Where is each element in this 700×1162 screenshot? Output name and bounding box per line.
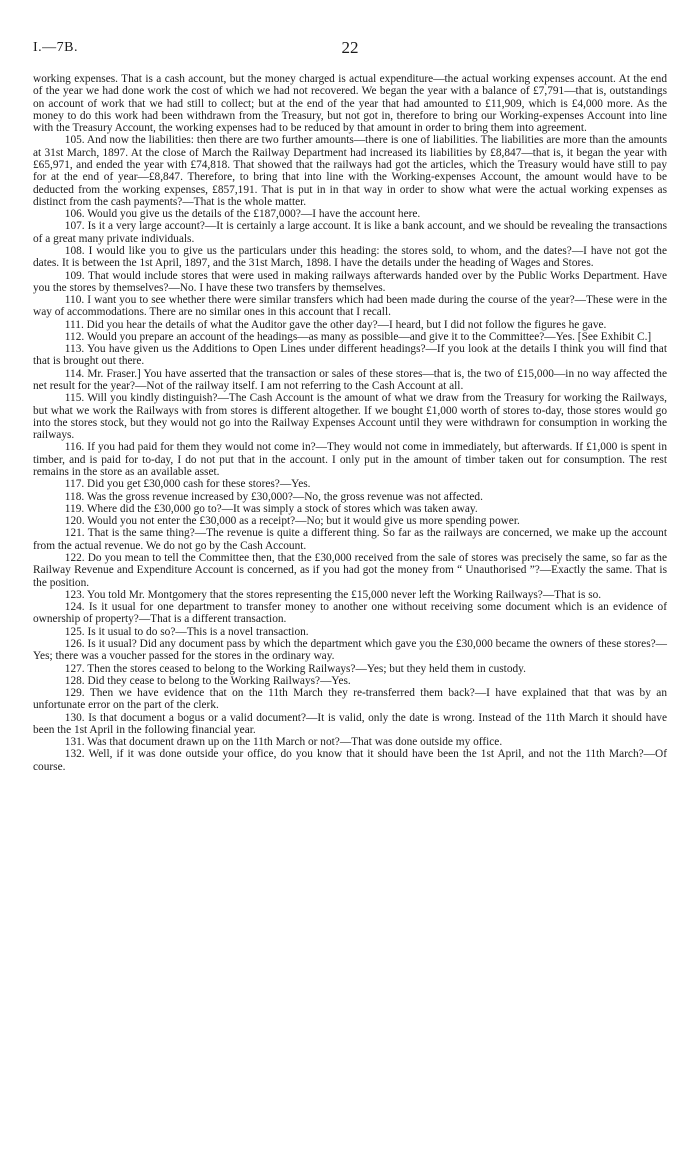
paragraph: 119. Where did the £30,000 go to?—It was simply a stock of stores which was taken away. <box>64 502 478 515</box>
paragraph: 122. Do you mean to tell the Committee then, that the £30,000 received from the sale of stores was precisely the same, so far as the Railway Revenue and Expenditure Account is concerned, as if you had got the money from “ Unauthorised ”?—Exactly the same. That is the position. <box>33 551 667 589</box>
document-body <box>33 73 667 773</box>
paragraph: 110. I want you to see whether there were similar transfers which had been made during the course of the year?—These were in the way of accommodations. There are no similar ones in this account that I recall. <box>33 294 667 319</box>
page-header <box>33 0 667 62</box>
paragraph: 117. Did you get £30,000 cash for these stores?—Yes. <box>64 478 311 491</box>
paragraph: 108. I would like you to give us the particulars under this heading: the stores sold, to whom, and the dates?—I have not got the dates. It is between the 1st April, 1897, and the 31st March, 1898. I have the details under the heading of Wages and Stores. <box>33 244 667 270</box>
paragraph: 111. Did you hear the details of what the Auditor gave the other day?—I heard, but I did not follow the figures he gave. <box>64 318 607 331</box>
paragraph: 116. If you had paid for them they would not come in?—They would not come in immediately, but afterwards. If £1,000 is spent in timber, and is paid for to-day, I do not put that in the account. I only put in the amount of timber taken out for consumption. The rest remains in the store as an available asset. <box>33 441 667 478</box>
paragraph: 120. Would you not enter the £30,000 as a receipt?—No; but it would give us more spending power. <box>64 515 520 528</box>
paragraph: working expenses. That is a cash account, but the money charged is actual expenditure—the actual working expenses account. At the end of the year we had done work the cost of which we had not recovered. We began the year with a balance of £7,791—that is, outstandings on account of work that we had still to collect; but at the end of the year that had amounted to £11,909, which is £4,000 more. As the money to do this work had been withdrawn from the Treasury, but not got in, therefore to bring our Working-expenses Account into line with the Treasury Account, the working expenses had to be reduced by that amount in order to bring them into agreement. <box>33 73 667 135</box>
paragraph: 118. Was the gross revenue increased by £30,000?—No, the gross revenue was not affected. <box>64 490 483 503</box>
paragraph: 107. Is it a very large account?—It is certainly a large account. It is like a bank account, and we should be revealing the transactions of a great many private individuals. <box>33 220 667 245</box>
paragraph: 121. That is the same thing?—The revenue is quite a different thing. So far as the railways are concerned, we make up the account from the actual revenue. We do not go by the Cash Account. <box>33 527 667 552</box>
paragraph: 115. Will you kindly distinguish?—The Cash Account is the amount of what we draw from the Treasury for working the Railways, but what we work the Railways with from stores is different altogether. If we bought £1,000 worth of stores to-day, those stores would go into the stores stock, but they would not go into the Railway Expenses Account until they were withdrawn for consumption in working the railways. <box>33 392 667 442</box>
paragraph: 124. Is it usual for one department to transfer money to another one without receiving some document which is an evidence of ownership of property?—That is a different transaction. <box>33 601 667 626</box>
paragraph: 106. Would you give us the details of the £187,000?—I have the account here. <box>64 208 421 221</box>
paragraph: 129. Then we have evidence that on the 11th March they re-transferred them back?—I have explained that that was by an unfortunate error on the part of the clerk. <box>33 687 667 712</box>
document-reference: I.—7B. <box>33 40 78 55</box>
paragraph: 130. Is that document a bogus or a valid document?—It is valid, only the date is wrong. Instead of the 11th March it should have been the 1st April in the following financial year. <box>33 711 667 736</box>
document-page <box>33 0 667 773</box>
paragraph: 132. Well, if it was done outside your office, do you know that it should have been the 1st April, and not the 11th March?—Of course. <box>33 748 667 773</box>
paragraph: 123. You told Mr. Montgomery that the stores representing the £15,000 never left the Working Railways?—That is so. <box>64 588 602 601</box>
paragraph: 131. Was that document drawn up on the 11th March or not?—That was done outside my office. <box>64 736 503 749</box>
paragraph: 125. Is it usual to do so?—This is a novel transaction. <box>64 625 309 638</box>
paragraph: 127. Then the stores ceased to belong to the Working Railways?—Yes; but they held them in custody. <box>64 662 526 675</box>
paragraph: 109. That would include stores that were used in making railways afterwards handed over by the Public Works Department. Have you the stores by themselves?—No. I have these two transfers by themselves. <box>33 269 667 294</box>
paragraph: 126. Is it usual? Did any document pass by which the department which gave you the £30,000 became the owners of these stores?—Yes; there was a voucher passed for the stores in the ordinary way. <box>33 637 667 663</box>
paragraph: 128. Did they cease to belong to the Working Railways?—Yes. <box>64 674 351 687</box>
paragraph: 114. Mr. Fraser.] You have asserted that the transaction or sales of these stores—that is, the two of £15,000—in no way affected the net result for the year?—Not of the railway itself. I am not referring to the Cash Account at all. <box>33 367 667 393</box>
page-number: 22 <box>341 38 359 57</box>
paragraph: 112. Would you prepare an account of the headings—as many as possible—and give it to the Committee?—Yes. [See Exhibit C.] <box>64 330 652 343</box>
paragraph: 113. You have given us the Additions to Open Lines under different headings?—If you look at the details I think you will find that that is brought out there. <box>33 343 667 368</box>
paragraph: 105. And now the liabilities: then there are two further amounts—there is one of liabilities. The liabilities are more than the amounts at 31st March, 1897. At the close of March the Railway Department had increased its liabilities by £8,847—that is, it began the year with £65,971, and ended the year with £74,818. That showed that the railways had got the articles, which the Treasury would have still to pay for at the end of year—£8,847. Therefore, to bring that into line with the Working-expenses Account, the amount would have to be deducted from the working expenses, £857,191. That is put in in that way in order to show what were the actual working expenses as distinct from the cash payments?—That is the whole matter. <box>33 134 667 208</box>
